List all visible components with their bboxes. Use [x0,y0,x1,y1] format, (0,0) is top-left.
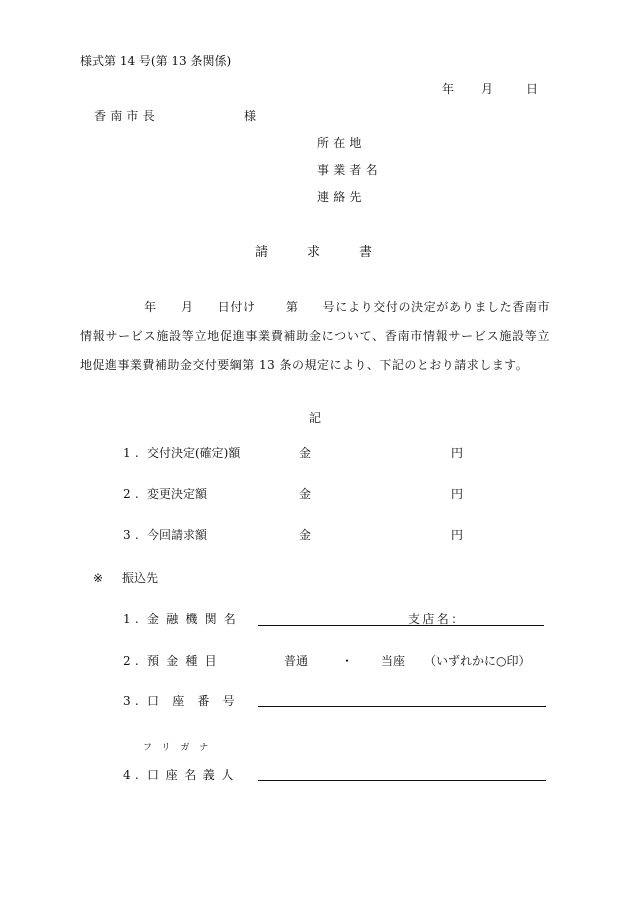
body-year: 年 [144,300,157,314]
amount-yen: 円 [451,528,464,542]
body-date-suffix: 日付け [217,300,256,314]
holder-underline[interactable] [258,780,546,781]
bank-name-underline[interactable] [258,625,544,626]
business-name-label: 事業者名 [317,163,382,177]
address-label: 所在地 [317,136,366,150]
bank-number: 1. [123,612,143,626]
amount-label: 変更決定額 [147,487,208,501]
date-line [442,82,538,96]
amount-label: 今回請求額 [147,528,208,542]
account-number-label: 口座番号 [147,694,248,708]
note-mark: ※ [93,571,104,585]
amount-yen: 円 [451,487,464,501]
body-number-prefix: 第 [285,300,299,314]
type-ordinary[interactable]: 普通 [284,654,309,668]
bank-label: 金融機関名 [147,612,244,626]
contact-label: 連絡先 [317,190,366,204]
body-month: 月 [180,300,194,314]
account-number-number: 3. [123,694,143,708]
account-number-underline[interactable] [258,706,546,707]
furigana-label: フリガナ [143,743,219,753]
date-year: 年 [442,82,455,96]
body-text: 号により交付の決定がありました香南市情報サービス施設等立地促進事業費補助金について、香南市情報サービス施設等立地促進事業費補助金交付要綱第 13 条の規定により、下記のとおり請求します。 [80,300,551,372]
transfer-heading: 振込先 [122,571,159,585]
amount-label: 交付決定(確定)額 [147,446,241,460]
type-note: （いずれかに○印） [424,654,531,668]
amount-number: 1. [123,446,143,460]
document-title: 請 求 書 [255,245,373,260]
addressee-name: 香南市長 [94,109,159,123]
amount-number: 3. [123,528,143,542]
type-label: 預金種目 [147,654,224,668]
date-day: 日 [526,82,539,96]
amount-kin: 金 [299,528,312,542]
amount-kin: 金 [299,487,312,501]
form-number: 様式第 14 号(第 13 条関係) [80,54,232,68]
branch-label: 支店名： [408,612,466,626]
amount-number: 2. [123,487,143,501]
amount-yen: 円 [451,446,464,460]
type-separator: ・ [341,654,354,668]
holder-number: 4. [123,768,143,782]
amount-kin: 金 [299,446,312,460]
type-current[interactable]: 当座 [381,654,406,668]
holder-label: 口座名義人 [147,768,241,782]
type-number: 2. [123,654,143,668]
ki-heading: 記 [309,411,322,425]
date-month: 月 [481,82,494,96]
addressee-honorific: 様 [244,109,257,123]
body-paragraph [80,293,550,380]
